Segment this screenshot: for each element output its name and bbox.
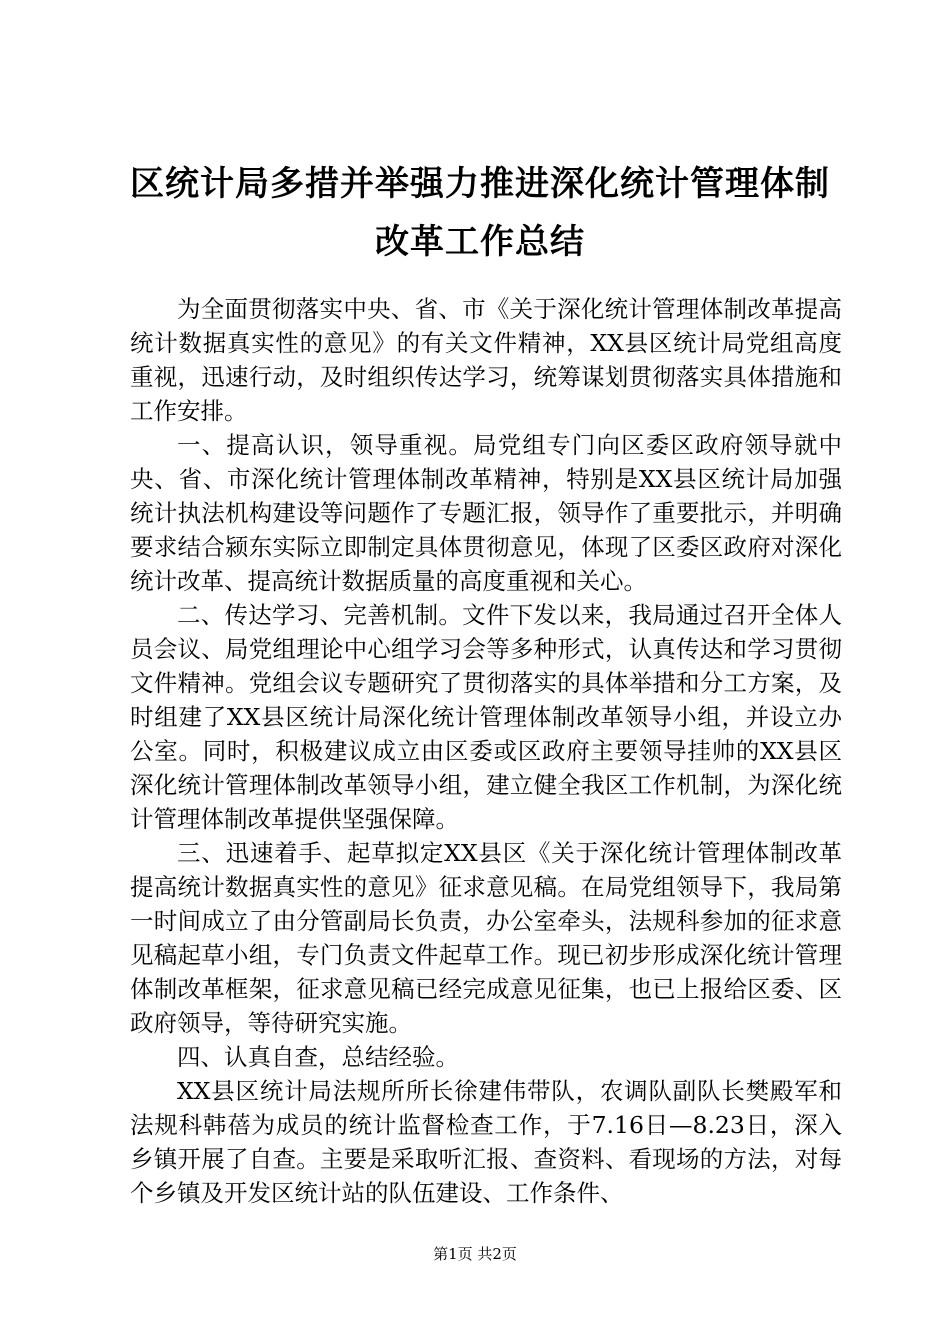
document-title-line-1: 区统计局多措并举强力推进深化统计管理体制: [130, 164, 830, 204]
paragraph-section-4-heading: 四、认真自查，总结经验。: [177, 1043, 459, 1071]
paragraph-section-2: 二、传达学习、完善机制。文件下发以来，我局通过召开全体人员会议、局党组理论中心组学习会等多种形式，认真传达和学习贯彻文件精神。党组会议专题研究了贯彻落实的具体举措和分工方案，及时组建了XX县区统计局深化统计管理体制改革领导小组，并设立办公室。同时，积极建议成立由区委或区政府主要领导挂帅的XX县区深化统计管理体制改革领导小组，建立健全我区工作机制，为深化统计管理体制改革提供坚强保障。: [130, 601, 842, 833]
paragraph-section-1: 一、提高认识，领导重视。局党组专门向区委区政府领导就中央、省、市深化统计管理体制改革精神，特别是XX县区统计局加强统计执法机构建设等问题作了专题汇报，领导作了重要批示，并明确要求结合颍东实际立即制定具体贯彻意见，体现了区委区政府对深化统计改革、提高统计数据质量的高度重视和关心。: [130, 431, 842, 595]
paragraph-intro: 为全面贯彻落实中央、省、市《关于深化统计管理体制改革提高统计数据真实性的意见》的有关文件精神，XX县区统计局党组高度重视，迅速行动，及时组织传达学习，统筹谋划贯彻落实具体措施和工作安排。: [130, 295, 842, 425]
paragraph-section-4-body: XX县区统计局法规所所长徐建伟带队，农调队副队长樊殿军和法规科韩蓓为成员的统计监督检查工作，于7.16日—8.23日，深入乡镇开展了自查。主要是采取听汇报、查资料、看现场的方法，对每个乡镇及开发区统计站的队伍建设、工作条件、: [130, 1077, 842, 1207]
document-body: [130, 292, 842, 1210]
paragraph-section-3: 三、迅速着手、起草拟定XX县区《关于深化统计管理体制改革提高统计数据真实性的意见》征求意见稿。在局党组领导下，我局第一时间成立了由分管副局长负责，办公室牵头，法规科参加的征求意见稿起草小组，专门负责文件起草工作。现已初步形成深化统计管理体制改革框架，征求意见稿已经完成意见征集，也已上报给区委、区政府领导，等待研究实施。: [130, 839, 842, 1037]
document-title-line-2: 改革工作总结: [375, 222, 585, 262]
page-number-footer: 第1页 共2页: [433, 1245, 517, 1263]
